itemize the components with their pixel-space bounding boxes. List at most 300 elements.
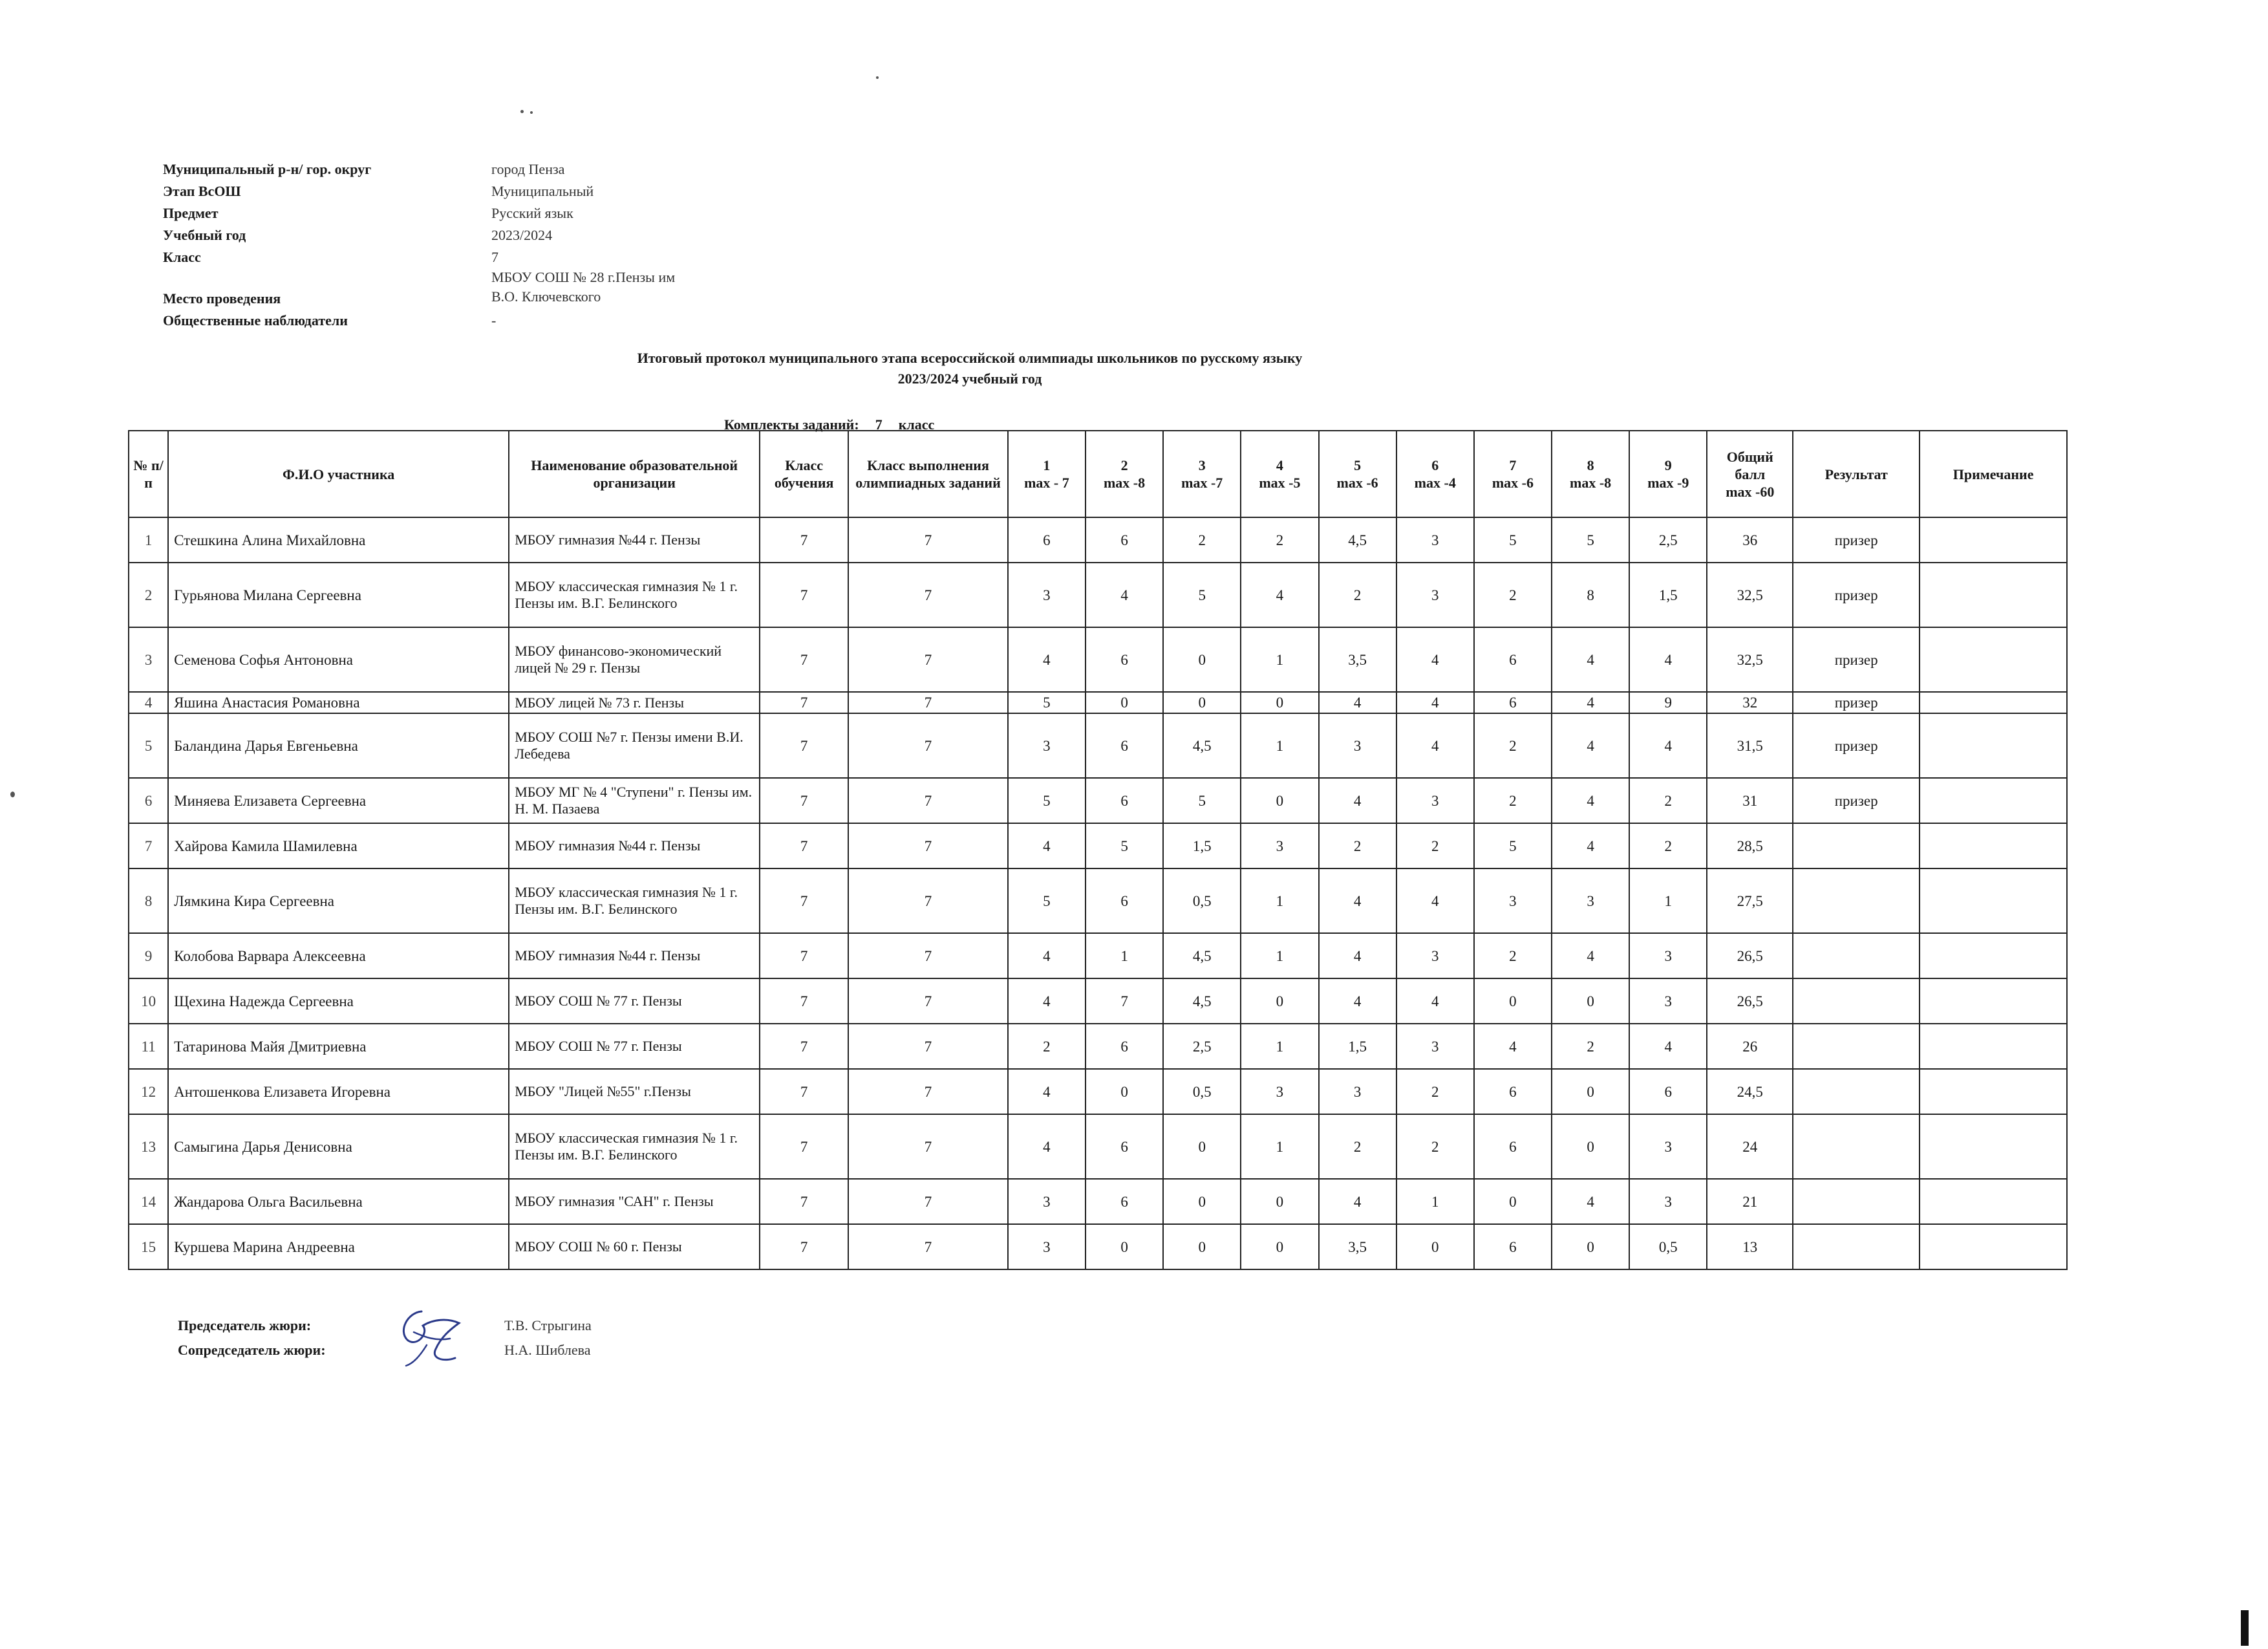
task-score-cell: 3 xyxy=(1241,1069,1318,1114)
participant-name-cell: Миняева Елизавета Сергеевна xyxy=(168,778,509,823)
school-cell: МБОУ СОШ № 77 г. Пензы xyxy=(509,1024,760,1069)
task-score-cell: 4 xyxy=(1008,627,1086,692)
task-score-cell: 3 xyxy=(1396,563,1474,627)
info-value: 2023/2024 xyxy=(491,227,553,243)
task-score-cell: 3 xyxy=(1319,1069,1396,1114)
protocol-title xyxy=(388,348,1552,389)
info-row xyxy=(163,266,745,308)
info-label: Место проведения xyxy=(163,290,281,307)
task-score-cell: 4 xyxy=(1319,933,1396,978)
task-score-cell: 2 xyxy=(1319,1114,1396,1179)
school-cell: МБОУ СОШ № 77 г. Пензы xyxy=(509,978,760,1024)
total-score-cell: 31 xyxy=(1707,778,1793,823)
task-score-cell: 0 xyxy=(1241,778,1318,823)
grade-cell: 7 xyxy=(760,868,848,933)
task-score-cell: 4 xyxy=(1552,713,1629,778)
grade-cell: 7 xyxy=(760,627,848,692)
total-score-cell: 28,5 xyxy=(1707,823,1793,868)
task-score-cell: 6 xyxy=(1086,517,1163,563)
task-score-cell: 4,5 xyxy=(1163,978,1241,1024)
task-score-cell: 3 xyxy=(1396,778,1474,823)
school-cell: МБОУ гимназия №44 г. Пензы xyxy=(509,823,760,868)
result-cell xyxy=(1793,823,1920,868)
task-score-cell: 6 xyxy=(1474,627,1552,692)
col-header-task xyxy=(1396,431,1474,517)
info-row xyxy=(163,310,745,331)
total-score-cell: 21 xyxy=(1707,1179,1793,1224)
total-score-cell: 24 xyxy=(1707,1114,1793,1179)
table-row xyxy=(129,778,2067,823)
note-cell xyxy=(1920,1024,2067,1069)
participant-name-cell: Антошенкова Елизавета Игоревна xyxy=(168,1069,509,1114)
grade-cell: 7 xyxy=(760,778,848,823)
task-max: max -8 xyxy=(1570,475,1612,491)
task-score-cell: 2 xyxy=(1319,563,1396,627)
task-score-cell: 4 xyxy=(1086,563,1163,627)
task-score-cell: 6 xyxy=(1086,713,1163,778)
col-header-task xyxy=(1008,431,1086,517)
task-score-cell: 1,5 xyxy=(1629,563,1707,627)
task-score-cell: 5 xyxy=(1474,823,1552,868)
grade-cell: 7 xyxy=(760,1069,848,1114)
school-cell: МБОУ гимназия №44 г. Пензы xyxy=(509,517,760,563)
task-score-cell: 2 xyxy=(1474,563,1552,627)
task-score-cell: 3 xyxy=(1552,868,1629,933)
task-score-cell: 4 xyxy=(1396,713,1474,778)
grade-exec-cell: 7 xyxy=(848,978,1008,1024)
task-score-cell: 1 xyxy=(1629,868,1707,933)
note-cell xyxy=(1920,868,2067,933)
info-label: Муниципальный р-н/ гор. округ xyxy=(163,161,372,177)
task-score-cell: 0 xyxy=(1163,1114,1241,1179)
task-number: 9 xyxy=(1664,457,1672,473)
result-cell: призер xyxy=(1793,713,1920,778)
school-cell: МБОУ классическая гимназия № 1 г. Пензы им. В.Г. Белинского xyxy=(509,563,760,627)
task-score-cell: 6 xyxy=(1474,1224,1552,1269)
task-score-cell: 4 xyxy=(1552,933,1629,978)
col-header-grade-exec: Класс выполнения олимпиадных заданий xyxy=(848,431,1008,517)
task-score-cell: 4 xyxy=(1552,778,1629,823)
info-row xyxy=(163,181,745,202)
school-cell: МБОУ "Лицей №55" г.Пензы xyxy=(509,1069,760,1114)
note-cell xyxy=(1920,1114,2067,1179)
school-cell: МБОУ гимназия "САН" г. Пензы xyxy=(509,1179,760,1224)
task-score-cell: 4 xyxy=(1629,713,1707,778)
note-cell xyxy=(1920,778,2067,823)
task-score-cell: 6 xyxy=(1086,627,1163,692)
total-score-cell: 26 xyxy=(1707,1024,1793,1069)
result-cell: призер xyxy=(1793,563,1920,627)
header-row xyxy=(129,431,2067,517)
row-number-cell: 12 xyxy=(129,1069,168,1114)
note-cell xyxy=(1920,823,2067,868)
task-score-cell: 3 xyxy=(1629,933,1707,978)
table-row xyxy=(129,978,2067,1024)
participant-name-cell: Гурьянова Милана Сергеевна xyxy=(168,563,509,627)
note-cell xyxy=(1920,1224,2067,1269)
task-score-cell: 6 xyxy=(1086,1114,1163,1179)
row-number-cell: 6 xyxy=(129,778,168,823)
grade-exec-cell: 7 xyxy=(848,713,1008,778)
task-score-cell: 3 xyxy=(1396,933,1474,978)
task-score-cell: 2 xyxy=(1474,933,1552,978)
result-cell xyxy=(1793,1179,1920,1224)
task-number: 1 xyxy=(1043,457,1051,473)
grade-exec-cell: 7 xyxy=(848,1069,1008,1114)
task-score-cell: 4,5 xyxy=(1163,933,1241,978)
task-score-cell: 0 xyxy=(1241,692,1318,713)
task-score-cell: 1,5 xyxy=(1163,823,1241,868)
task-score-cell: 5 xyxy=(1008,778,1086,823)
grade-exec-cell: 7 xyxy=(848,627,1008,692)
total-score-cell: 32,5 xyxy=(1707,563,1793,627)
task-score-cell: 0 xyxy=(1241,978,1318,1024)
info-value: город Пенза xyxy=(491,161,565,177)
scan-speck xyxy=(2241,1610,2249,1646)
kit-suffix: класс xyxy=(898,416,935,433)
note-cell xyxy=(1920,517,2067,563)
task-score-cell: 4 xyxy=(1319,1179,1396,1224)
task-score-cell: 6 xyxy=(1086,1024,1163,1069)
scan-speck xyxy=(10,792,15,797)
task-score-cell: 2 xyxy=(1629,778,1707,823)
task-score-cell: 4,5 xyxy=(1163,713,1241,778)
row-number-cell: 14 xyxy=(129,1179,168,1224)
info-row xyxy=(163,159,745,180)
task-score-cell: 0 xyxy=(1086,1224,1163,1269)
table-row xyxy=(129,933,2067,978)
handwritten-signature xyxy=(388,1300,478,1371)
grade-cell: 7 xyxy=(760,692,848,713)
table-row xyxy=(129,563,2067,627)
total-score-cell: 27,5 xyxy=(1707,868,1793,933)
task-score-cell: 3 xyxy=(1008,563,1086,627)
grade-exec-cell: 7 xyxy=(848,778,1008,823)
task-score-cell: 2 xyxy=(1629,823,1707,868)
task-score-cell: 7 xyxy=(1086,978,1163,1024)
row-number-cell: 4 xyxy=(129,692,168,713)
task-score-cell: 0,5 xyxy=(1163,868,1241,933)
info-label: Класс xyxy=(163,249,201,265)
task-score-cell: 2 xyxy=(1319,823,1396,868)
table-row xyxy=(129,517,2067,563)
task-max: max -7 xyxy=(1181,475,1223,491)
task-score-cell: 4 xyxy=(1241,563,1318,627)
task-score-cell: 0 xyxy=(1396,1224,1474,1269)
task-score-cell: 4 xyxy=(1552,823,1629,868)
col-header-no: № п/п xyxy=(129,431,168,517)
task-score-cell: 2 xyxy=(1163,517,1241,563)
task-score-cell: 4 xyxy=(1396,868,1474,933)
result-cell: призер xyxy=(1793,627,1920,692)
participant-name-cell: Куршева Марина Андреевна xyxy=(168,1224,509,1269)
task-score-cell: 8 xyxy=(1552,563,1629,627)
col-header-task xyxy=(1629,431,1707,517)
row-number-cell: 9 xyxy=(129,933,168,978)
col-header-task xyxy=(1241,431,1318,517)
school-cell: МБОУ классическая гимназия № 1 г. Пензы им. В.Г. Белинского xyxy=(509,868,760,933)
table-row xyxy=(129,1114,2067,1179)
col-header-task xyxy=(1552,431,1629,517)
task-score-cell: 0 xyxy=(1474,1179,1552,1224)
note-cell xyxy=(1920,1069,2067,1114)
note-cell xyxy=(1920,692,2067,713)
row-number-cell: 13 xyxy=(129,1114,168,1179)
result-cell: призер xyxy=(1793,517,1920,563)
row-number-cell: 8 xyxy=(129,868,168,933)
info-row xyxy=(163,225,745,246)
total-label: Общий xyxy=(1726,448,1773,465)
signature-role: Сопредседатель жюри: xyxy=(178,1342,326,1358)
table-row xyxy=(129,868,2067,933)
task-score-cell: 0 xyxy=(1552,1114,1629,1179)
task-max: max -6 xyxy=(1336,475,1378,491)
task-score-cell: 3 xyxy=(1629,1114,1707,1179)
info-row xyxy=(163,247,745,268)
task-score-cell: 4 xyxy=(1008,1069,1086,1114)
task-max: max -5 xyxy=(1259,475,1301,491)
task-score-cell: 2,5 xyxy=(1163,1024,1241,1069)
task-score-cell: 2 xyxy=(1396,823,1474,868)
grade-exec-cell: 7 xyxy=(848,692,1008,713)
school-cell: МБОУ МГ № 4 "Ступени" г. Пензы им. Н. М. Пазаева xyxy=(509,778,760,823)
task-score-cell: 4 xyxy=(1552,692,1629,713)
results-table xyxy=(128,430,2068,1270)
school-cell: МБОУ классическая гимназия № 1 г. Пензы им. В.Г. Белинского xyxy=(509,1114,760,1179)
task-score-cell: 0 xyxy=(1086,1069,1163,1114)
participant-name-cell: Колобова Варвара Алексеевна xyxy=(168,933,509,978)
grade-exec-cell: 7 xyxy=(848,1224,1008,1269)
school-cell: МБОУ СОШ №7 г. Пензы имени В.И. Лебедева xyxy=(509,713,760,778)
result-cell: призер xyxy=(1793,778,1920,823)
task-score-cell: 4 xyxy=(1319,778,1396,823)
total-score-cell: 13 xyxy=(1707,1224,1793,1269)
task-score-cell: 2 xyxy=(1241,517,1318,563)
col-header-total xyxy=(1707,431,1793,517)
task-score-cell: 1 xyxy=(1241,1114,1318,1179)
row-number-cell: 5 xyxy=(129,713,168,778)
task-score-cell: 4 xyxy=(1396,692,1474,713)
task-number: 4 xyxy=(1276,457,1283,473)
task-score-cell: 2 xyxy=(1474,713,1552,778)
task-score-cell: 3 xyxy=(1396,517,1474,563)
kit-grade: 7 xyxy=(875,416,883,433)
info-row xyxy=(163,203,745,224)
task-score-cell: 0 xyxy=(1474,978,1552,1024)
task-score-cell: 3,5 xyxy=(1319,627,1396,692)
info-value: В.О. Ключевского xyxy=(491,288,601,305)
info-value: Русский язык xyxy=(491,205,573,221)
grade-exec-cell: 7 xyxy=(848,823,1008,868)
task-score-cell: 4 xyxy=(1396,627,1474,692)
task-score-cell: 1 xyxy=(1241,713,1318,778)
grade-exec-cell: 7 xyxy=(848,933,1008,978)
participant-name-cell: Баландина Дарья Евгеньевна xyxy=(168,713,509,778)
task-score-cell: 0 xyxy=(1163,627,1241,692)
row-number-cell: 10 xyxy=(129,978,168,1024)
participant-name-cell: Лямкина Кира Сергеевна xyxy=(168,868,509,933)
grade-cell: 7 xyxy=(760,1024,848,1069)
task-score-cell: 5 xyxy=(1552,517,1629,563)
task-score-cell: 6 xyxy=(1474,1114,1552,1179)
scan-speck xyxy=(530,111,533,114)
task-score-cell: 6 xyxy=(1474,692,1552,713)
task-score-cell: 6 xyxy=(1086,868,1163,933)
participant-name-cell: Жандарова Ольга Васильевна xyxy=(168,1179,509,1224)
task-score-cell: 6 xyxy=(1474,1069,1552,1114)
task-score-cell: 0 xyxy=(1163,1224,1241,1269)
task-score-cell: 4 xyxy=(1629,627,1707,692)
row-number-cell: 11 xyxy=(129,1024,168,1069)
row-number-cell: 7 xyxy=(129,823,168,868)
total-score-cell: 36 xyxy=(1707,517,1793,563)
total-score-cell: 32,5 xyxy=(1707,627,1793,692)
task-score-cell: 6 xyxy=(1086,1179,1163,1224)
task-score-cell: 1 xyxy=(1241,627,1318,692)
col-header-grade: Класс обучения xyxy=(760,431,848,517)
task-score-cell: 0,5 xyxy=(1629,1224,1707,1269)
results-body xyxy=(129,517,2067,1269)
result-cell: призер xyxy=(1793,692,1920,713)
signature-name: Н.А. Шиблева xyxy=(504,1342,591,1358)
info-label: Этап ВсОШ xyxy=(163,183,241,199)
result-cell xyxy=(1793,1069,1920,1114)
info-label: Общественные наблюдатели xyxy=(163,312,348,329)
task-score-cell: 2,5 xyxy=(1629,517,1707,563)
total-score-cell: 32 xyxy=(1707,692,1793,713)
info-value: 7 xyxy=(491,249,498,265)
task-score-cell: 3 xyxy=(1396,1024,1474,1069)
col-header-name: Ф.И.О участника xyxy=(168,431,509,517)
task-score-cell: 3 xyxy=(1629,1179,1707,1224)
result-cell xyxy=(1793,1114,1920,1179)
info-value: Муниципальный xyxy=(491,183,594,199)
col-header-task xyxy=(1086,431,1163,517)
task-score-cell: 0 xyxy=(1552,1069,1629,1114)
note-cell xyxy=(1920,1179,2067,1224)
task-score-cell: 4 xyxy=(1319,978,1396,1024)
task-score-cell: 3 xyxy=(1241,823,1318,868)
grade-cell: 7 xyxy=(760,933,848,978)
task-score-cell: 5 xyxy=(1163,563,1241,627)
note-cell xyxy=(1920,627,2067,692)
task-score-cell: 4 xyxy=(1629,1024,1707,1069)
total-score-cell: 26,5 xyxy=(1707,933,1793,978)
school-cell: МБОУ финансово-экономический лицей № 29 г. Пензы xyxy=(509,627,760,692)
task-score-cell: 5 xyxy=(1086,823,1163,868)
table-row xyxy=(129,1069,2067,1114)
task-score-cell: 5 xyxy=(1008,868,1086,933)
note-cell xyxy=(1920,978,2067,1024)
task-score-cell: 4 xyxy=(1008,1114,1086,1179)
grade-cell: 7 xyxy=(760,1224,848,1269)
table-row xyxy=(129,1024,2067,1069)
col-header-result: Результат xyxy=(1793,431,1920,517)
grade-cell: 7 xyxy=(760,1179,848,1224)
task-score-cell: 4 xyxy=(1552,1179,1629,1224)
task-score-cell: 1 xyxy=(1086,933,1163,978)
note-cell xyxy=(1920,933,2067,978)
task-score-cell: 4 xyxy=(1008,933,1086,978)
info-label: Предмет xyxy=(163,205,219,221)
result-cell xyxy=(1793,1024,1920,1069)
task-number: 3 xyxy=(1198,457,1206,473)
task-max: max - 7 xyxy=(1024,475,1069,491)
task-score-cell: 1 xyxy=(1241,933,1318,978)
grade-exec-cell: 7 xyxy=(848,563,1008,627)
result-cell xyxy=(1793,978,1920,1024)
participant-name-cell: Татаринова Майя Дмитриевна xyxy=(168,1024,509,1069)
col-header-school: Наименование образовательной организации xyxy=(509,431,760,517)
col-header-note: Примечание xyxy=(1920,431,2067,517)
grade-exec-cell: 7 xyxy=(848,517,1008,563)
row-number-cell: 1 xyxy=(129,517,168,563)
total-max: max -60 xyxy=(1726,483,1775,500)
grade-cell: 7 xyxy=(760,823,848,868)
kit-label: Комплекты заданий: xyxy=(724,416,859,433)
task-score-cell: 5 xyxy=(1008,692,1086,713)
col-header-task xyxy=(1163,431,1241,517)
task-score-cell: 5 xyxy=(1163,778,1241,823)
grade-cell: 7 xyxy=(760,517,848,563)
grade-cell: 7 xyxy=(760,563,848,627)
info-label: Учебный год xyxy=(163,227,246,243)
row-number-cell: 2 xyxy=(129,563,168,627)
grade-cell: 7 xyxy=(760,713,848,778)
participant-name-cell: Яшина Анастасия Романовна xyxy=(168,692,509,713)
table-row xyxy=(129,627,2067,692)
task-score-cell: 3 xyxy=(1629,978,1707,1024)
school-cell: МБОУ лицей № 73 г. Пензы xyxy=(509,692,760,713)
task-score-cell: 0 xyxy=(1086,692,1163,713)
table-row xyxy=(129,1224,2067,1269)
signature-role: Председатель жюри: xyxy=(178,1317,312,1333)
task-score-cell: 3 xyxy=(1008,713,1086,778)
total-score-cell: 26,5 xyxy=(1707,978,1793,1024)
task-score-cell: 4 xyxy=(1474,1024,1552,1069)
task-score-cell: 1 xyxy=(1396,1179,1474,1224)
participant-name-cell: Семенова Софья Антоновна xyxy=(168,627,509,692)
task-score-cell: 0 xyxy=(1552,978,1629,1024)
task-max: max -9 xyxy=(1647,475,1689,491)
task-score-cell: 3,5 xyxy=(1319,1224,1396,1269)
result-cell xyxy=(1793,933,1920,978)
task-score-cell: 4 xyxy=(1008,978,1086,1024)
task-score-cell: 1 xyxy=(1241,868,1318,933)
grade-cell: 7 xyxy=(760,1114,848,1179)
task-score-cell: 3 xyxy=(1008,1224,1086,1269)
task-number: 2 xyxy=(1120,457,1128,473)
task-max: max -4 xyxy=(1414,475,1456,491)
task-number: 7 xyxy=(1509,457,1517,473)
task-score-cell: 0 xyxy=(1163,692,1241,713)
task-score-cell: 5 xyxy=(1474,517,1552,563)
signature-name: Т.В. Стрыгина xyxy=(504,1317,592,1333)
task-score-cell: 1 xyxy=(1241,1024,1318,1069)
task-score-cell: 4 xyxy=(1396,978,1474,1024)
info-value: - xyxy=(491,312,497,329)
task-score-cell: 2 xyxy=(1474,778,1552,823)
table-row xyxy=(129,713,2067,778)
task-score-cell: 4 xyxy=(1319,692,1396,713)
table-row xyxy=(129,692,2067,713)
task-score-cell: 4 xyxy=(1319,868,1396,933)
task-score-cell: 3 xyxy=(1008,1179,1086,1224)
task-score-cell: 4,5 xyxy=(1319,517,1396,563)
task-score-cell: 1,5 xyxy=(1319,1024,1396,1069)
task-score-cell: 3 xyxy=(1474,868,1552,933)
grade-exec-cell: 7 xyxy=(848,1179,1008,1224)
